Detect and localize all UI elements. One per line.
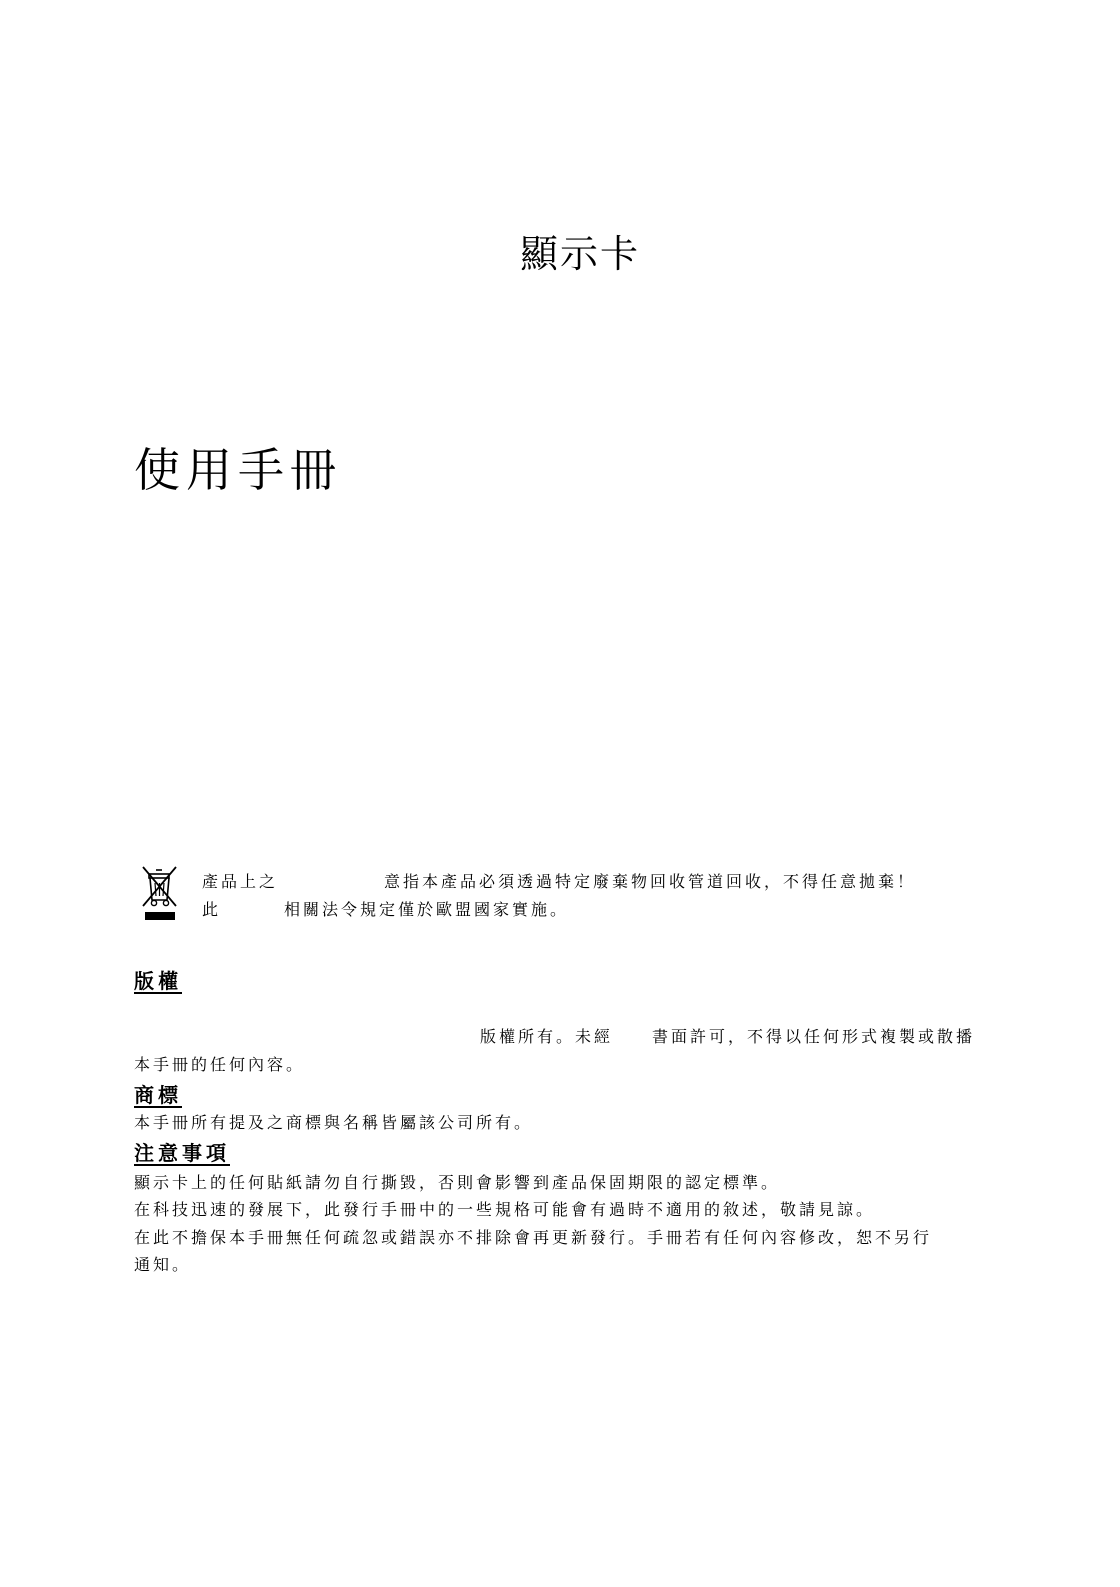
trademark-heading: 商標 bbox=[134, 1083, 182, 1107]
copyright-line1-part1: 版權所有。未經 bbox=[480, 1027, 614, 1046]
notice-line1: 顯示卡上的任何貼紙請勿自行撕毀，否則會影響到產品保固期限的認定標準。 bbox=[134, 1173, 781, 1192]
trademark-text: 本手冊所有提及之商標與名稱皆屬該公司所有。 bbox=[134, 1113, 534, 1132]
product-title: 顯示卡 bbox=[520, 232, 641, 276]
copyright-heading: 版權 bbox=[134, 969, 182, 993]
copyright-line2: 本手冊的任何內容。 bbox=[134, 1055, 306, 1074]
copyright-line1-part2: 書面許可，不得以任何形式複製或散播 bbox=[652, 1027, 976, 1046]
weee-line2-suffix: 相關法令規定僅於歐盟國家實施。 bbox=[284, 900, 570, 919]
weee-line1-suffix: 意指本產品必須透過特定廢棄物回收管道回收，不得任意拋棄！ bbox=[384, 872, 917, 891]
weee-line1-prefix: 產品上之 bbox=[202, 872, 279, 891]
weee-line2-prefix: 此 bbox=[202, 900, 222, 919]
notice-line3: 在此不擔保本手冊無任何疏忽或錯誤亦不排除會再更新發行。手冊若有任何內容修改，恕不另行 bbox=[134, 1228, 933, 1247]
manual-title: 使用手冊 bbox=[134, 443, 342, 497]
notice-line4: 通知。 bbox=[134, 1255, 192, 1274]
notice-line2: 在科技迅速的發展下，此發行手冊中的一些規格可能會有過時不適用的敘述，敬請見諒。 bbox=[134, 1200, 876, 1219]
crossed-out-wheelie-bin-icon bbox=[140, 864, 180, 922]
notice-heading: 注意事項 bbox=[134, 1141, 230, 1165]
